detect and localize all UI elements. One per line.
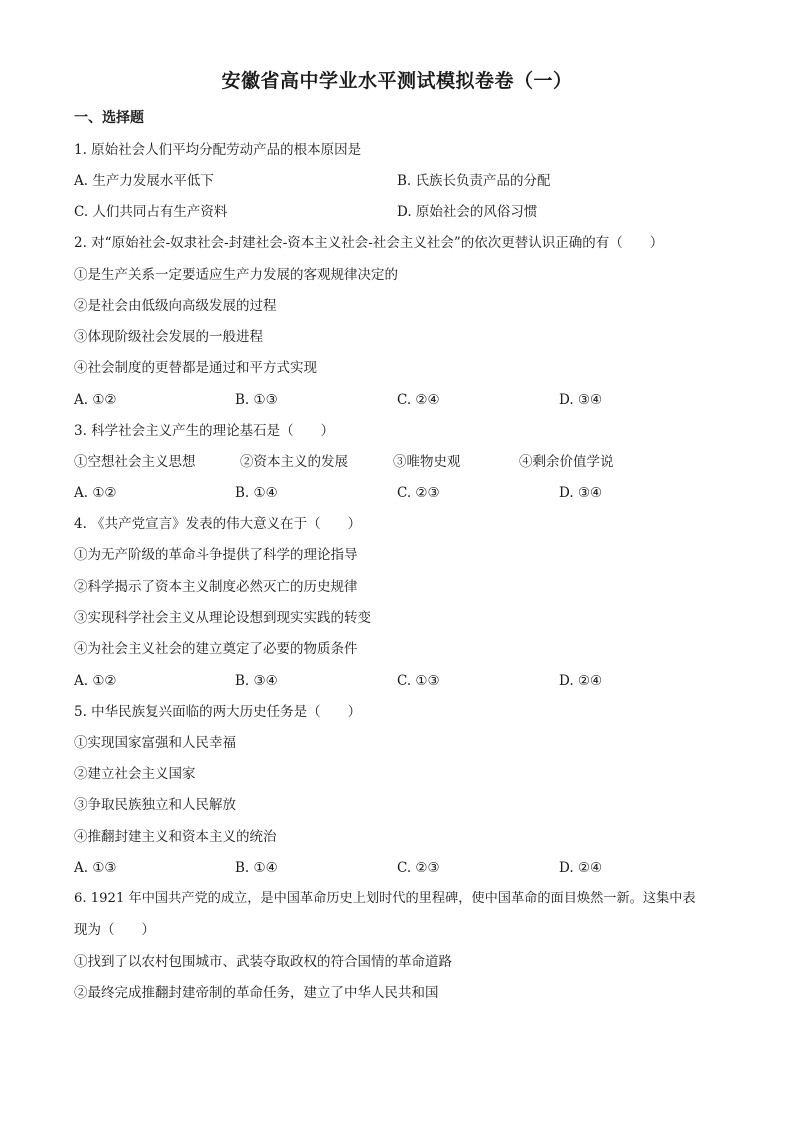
q5-option-b: B. ①④ [235, 860, 278, 876]
q2-item: ②是社会由低级向高级发展的过程 [74, 298, 277, 314]
question-2-stem: 2. 对“原始社会-奴隶社会-封建社会-资本主义社会-社会主义社会”的依次更替认识正确的有（ ） [74, 235, 664, 251]
q5-option-c: C. ②③ [397, 860, 440, 876]
q2-item: ①是生产关系一定要适应生产力发展的客观规律决定的 [74, 267, 398, 283]
q4-item: ①为无产阶级的革命斗争提供了科学的理论指导 [74, 547, 358, 563]
q4-option-a: A. ①② [74, 673, 117, 689]
q3-item: ①空想社会主义思想 [74, 454, 196, 470]
q5-item: ③争取民族独立和人民解放 [74, 797, 236, 813]
q2-option-b: B. ①③ [235, 392, 278, 408]
q2-item: ④社会制度的更替都是通过和平方式实现 [74, 360, 317, 376]
q1-option-b: B. 氏族长负责产品的分配 [397, 173, 551, 189]
q4-option-d: D. ②④ [559, 673, 603, 689]
q4-option-c: C. ①③ [397, 673, 440, 689]
q3-option-d: D. ③④ [559, 485, 603, 501]
q3-option-b: B. ①④ [235, 485, 278, 501]
q3-item: ③唯物史观 [393, 454, 461, 470]
q4-option-b: B. ③④ [235, 673, 278, 689]
q2-option-a: A. ①② [74, 392, 117, 408]
q4-item: ④为社会主义社会的建立奠定了必要的物质条件 [74, 641, 358, 657]
q3-option-c: C. ②③ [397, 485, 440, 501]
question-6-stem: 6. 1921 年中国共产党的成立，是中国革命历史上划时代的里程碑，使中国革命的面目焕然一新。这集中表 [74, 891, 696, 906]
page-title: 安徽省高中学业水平测试模拟卷卷（一） [221, 70, 573, 92]
q6-item: ②最终完成推翻封建帝制的革命任务，建立了中华人民共和国 [74, 985, 439, 1001]
q6-item: ①找到了以农村包围城市、武装夺取政权的符合国情的革命道路 [74, 954, 452, 970]
question-3-stem: 3. 科学社会主义产生的理论基石是（ ） [74, 423, 335, 439]
q3-item: ②资本主义的发展 [240, 454, 348, 470]
q4-item: ②科学揭示了资本主义制度必然灭亡的历史规律 [74, 579, 358, 595]
q4-item: ③实现科学社会主义从理论设想到现实实践的转变 [74, 610, 371, 626]
q5-item: ②建立社会主义国家 [74, 766, 196, 782]
q5-option-a: A. ①③ [74, 860, 117, 876]
q3-item: ④剩余价值学说 [519, 454, 614, 470]
question-5-stem: 5. 中华民族复兴面临的两大历史任务是（ ） [74, 704, 362, 720]
q2-option-d: D. ③④ [559, 392, 603, 408]
section-heading: 一、选择题 [74, 110, 144, 126]
q1-option-c: C. 人们共同占有生产资料 [74, 204, 228, 220]
q5-option-d: D. ②④ [559, 860, 603, 876]
q3-option-a: A. ①② [74, 485, 117, 501]
question-6-stem-continued: 现为（ ） [74, 922, 155, 938]
q5-item: ①实现国家富强和人民幸福 [74, 735, 236, 751]
question-4-stem: 4. 《共产党宣言》发表的伟大意义在于（ ） [74, 516, 362, 532]
q5-item: ④推翻封建主义和资本主义的统治 [74, 829, 277, 845]
question-1-stem: 1. 原始社会人们平均分配劳动产品的根本原因是 [74, 142, 362, 158]
q2-option-c: C. ②④ [397, 392, 440, 408]
q1-option-a: A. 生产力发展水平低下 [74, 173, 214, 189]
q2-item: ③体现阶级社会发展的一般进程 [74, 329, 263, 345]
q1-option-d: D. 原始社会的风俗习惯 [397, 204, 538, 220]
